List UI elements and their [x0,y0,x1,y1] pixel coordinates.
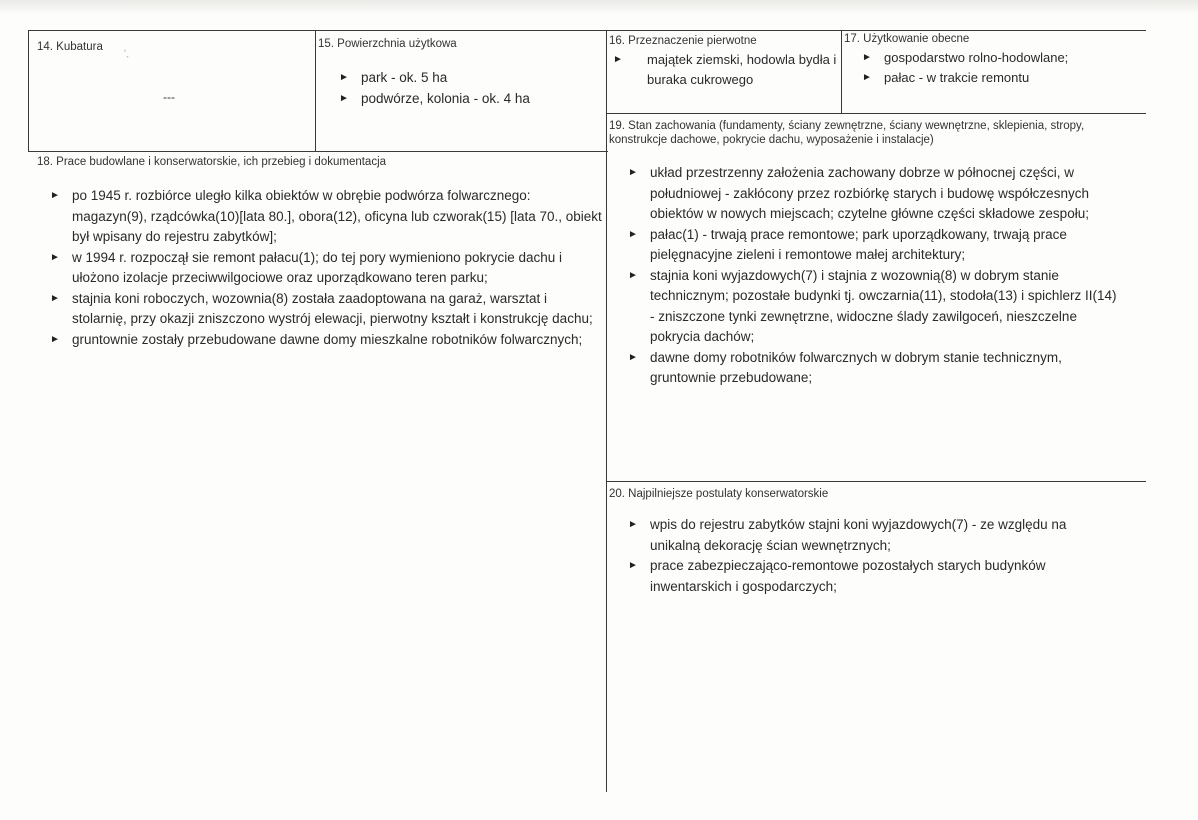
bullet-arrow-icon: ► [862,52,872,63]
rule-f20 [606,481,1146,482]
bullet-arrow-icon: ► [628,228,638,240]
list-item: ► w 1994 r. rozpoczął sie remont pałacu(1); do tej pory wymieniono pokrycie dachu i ułożono izolacje przeciwwilgociowe oraz uporządkowano teren parku; [50,249,562,285]
bullet-arrow-icon: ► [628,560,638,571]
field-15-label: 15. Powierzchnia użytkowa [318,38,457,50]
field-15-list [339,68,599,109]
bullet-arrow-icon: ► [613,54,623,65]
field-20-list [628,515,1108,597]
list-item: ► po 1945 r. rozbiórce uległo kilka obiektów w obrębie podwórza folwarcznego: magazyn(9), rządcówka(10)[lata 80.], obora(12), oficyna lub czworak(15) [lata 70., obiekt był wpisany do rejestru zabytków]; [50,188,602,244]
field-17-list [862,48,1142,88]
rule-col-b [315,30,316,152]
rule-mid-right [606,113,1146,114]
field-19-label: 19. Stan zachowania (fundamenty, ściany zewnętrzne, ściany wewnętrzne, sklepienia, stropy, konstrukcje dachowe, pokrycie dachu, wyposażenie i instalacje) [609,120,1085,146]
list-item: ► gruntownie zostały przebudowane dawne domy mieszkalne robotników folwarcznych; [50,330,602,351]
bullet-arrow-icon: ► [339,72,349,83]
list-item: ► wpis do rejestru zabytków stajni koni wyjazdowych(7) - ze względu na unikalną dekorację ścian wewnętrznych; [628,517,1067,553]
list-item: ► pałac - w trakcie remontu [862,68,1142,88]
bullet-arrow-icon: ► [50,292,60,304]
bullet-arrow-icon: ► [628,269,638,281]
bullet-arrow-icon: ► [628,167,638,178]
field-16-label: 16. Przeznaczenie pierwotne [609,35,757,47]
list-item: ► podwórze, kolonia - ok. 4 ha [339,89,599,110]
field-20-label: 20. Najpilniejsze postulaty konserwatorskie [609,488,829,500]
list-item: ► stajnia koni wyjazdowych(7) i stajnia z wozownią(8) w dobrym stanie technicznym; pozostałe budynki tj. owczarnia(11), stodoła(13) i spichlerz II(14) - zniszczone tynki zewnętrzne, widoczne ślady zawilgoceń, nieszczelne pokrycia dachów; [628,267,1117,344]
field-18-list [50,186,602,350]
list-item: ► pałac(1) - trwają prace remontowe; park uporządkowany, trwają prace pielęgnacyjne zieleni i remontowe małej architektury; [628,226,1067,262]
field-16-list [613,50,837,90]
list-item: ► dawne domy robotników folwarcznych w dobrym stanie technicznym, gruntownie przebudowane; [628,349,1062,385]
bullet-arrow-icon: ► [628,519,638,530]
list-item: ► park - ok. 5 ha [339,68,599,89]
field-14-value: --- [163,90,175,104]
bullet-arrow-icon: ► [628,351,638,363]
bullet-arrow-icon: ► [50,333,60,345]
list-item: ► stajnia koni roboczych, wozownia(8) została zaadoptowana na garaż, warsztat i stolarnię, przy okazji zniszczono wystrój elewacji, pierwotny kształt i konstrukcję dachu; [50,290,593,326]
rule-col-d [841,30,842,114]
scan-top-shadow [0,0,1198,14]
list-item: ► układ przestrzenny założenia zachowany dobrze w północnej części, w południowej - zakłócony przez rozbiórkę starych i budowę współczesnych obiektów w nowych miejscach; czytelne główne części składowe zespołu; [628,165,1089,221]
list-item: ► gospodarstwo rolno-hodowlane; [862,48,1142,68]
field-14-label: 14. Kubatura [37,41,103,53]
bullet-arrow-icon: ► [339,92,349,104]
list-item: ► prace zabezpieczająco-remontowe pozostałych starych budynków inwentarskich i gospodarczych; [628,558,1046,594]
rule-col-c [606,30,607,792]
bullet-arrow-icon: ► [50,190,60,201]
bullet-arrow-icon: ► [50,251,60,263]
list-item: ► majątek ziemski, hodowla bydła i buraka cukrowego [613,52,837,87]
bullet-arrow-icon: ► [862,72,872,83]
scan-speck: ʻ˯ [124,48,129,58]
rule-top [28,30,1146,31]
rule-col-a [28,30,29,152]
field-18-label: 18. Prace budowlane i konserwatorskie, ich przebieg i dokumentacja [37,156,387,168]
rule-mid-left [28,151,608,152]
field-19-list [628,163,1120,389]
field-17-label: 17. Użytkowanie obecne [844,33,970,45]
